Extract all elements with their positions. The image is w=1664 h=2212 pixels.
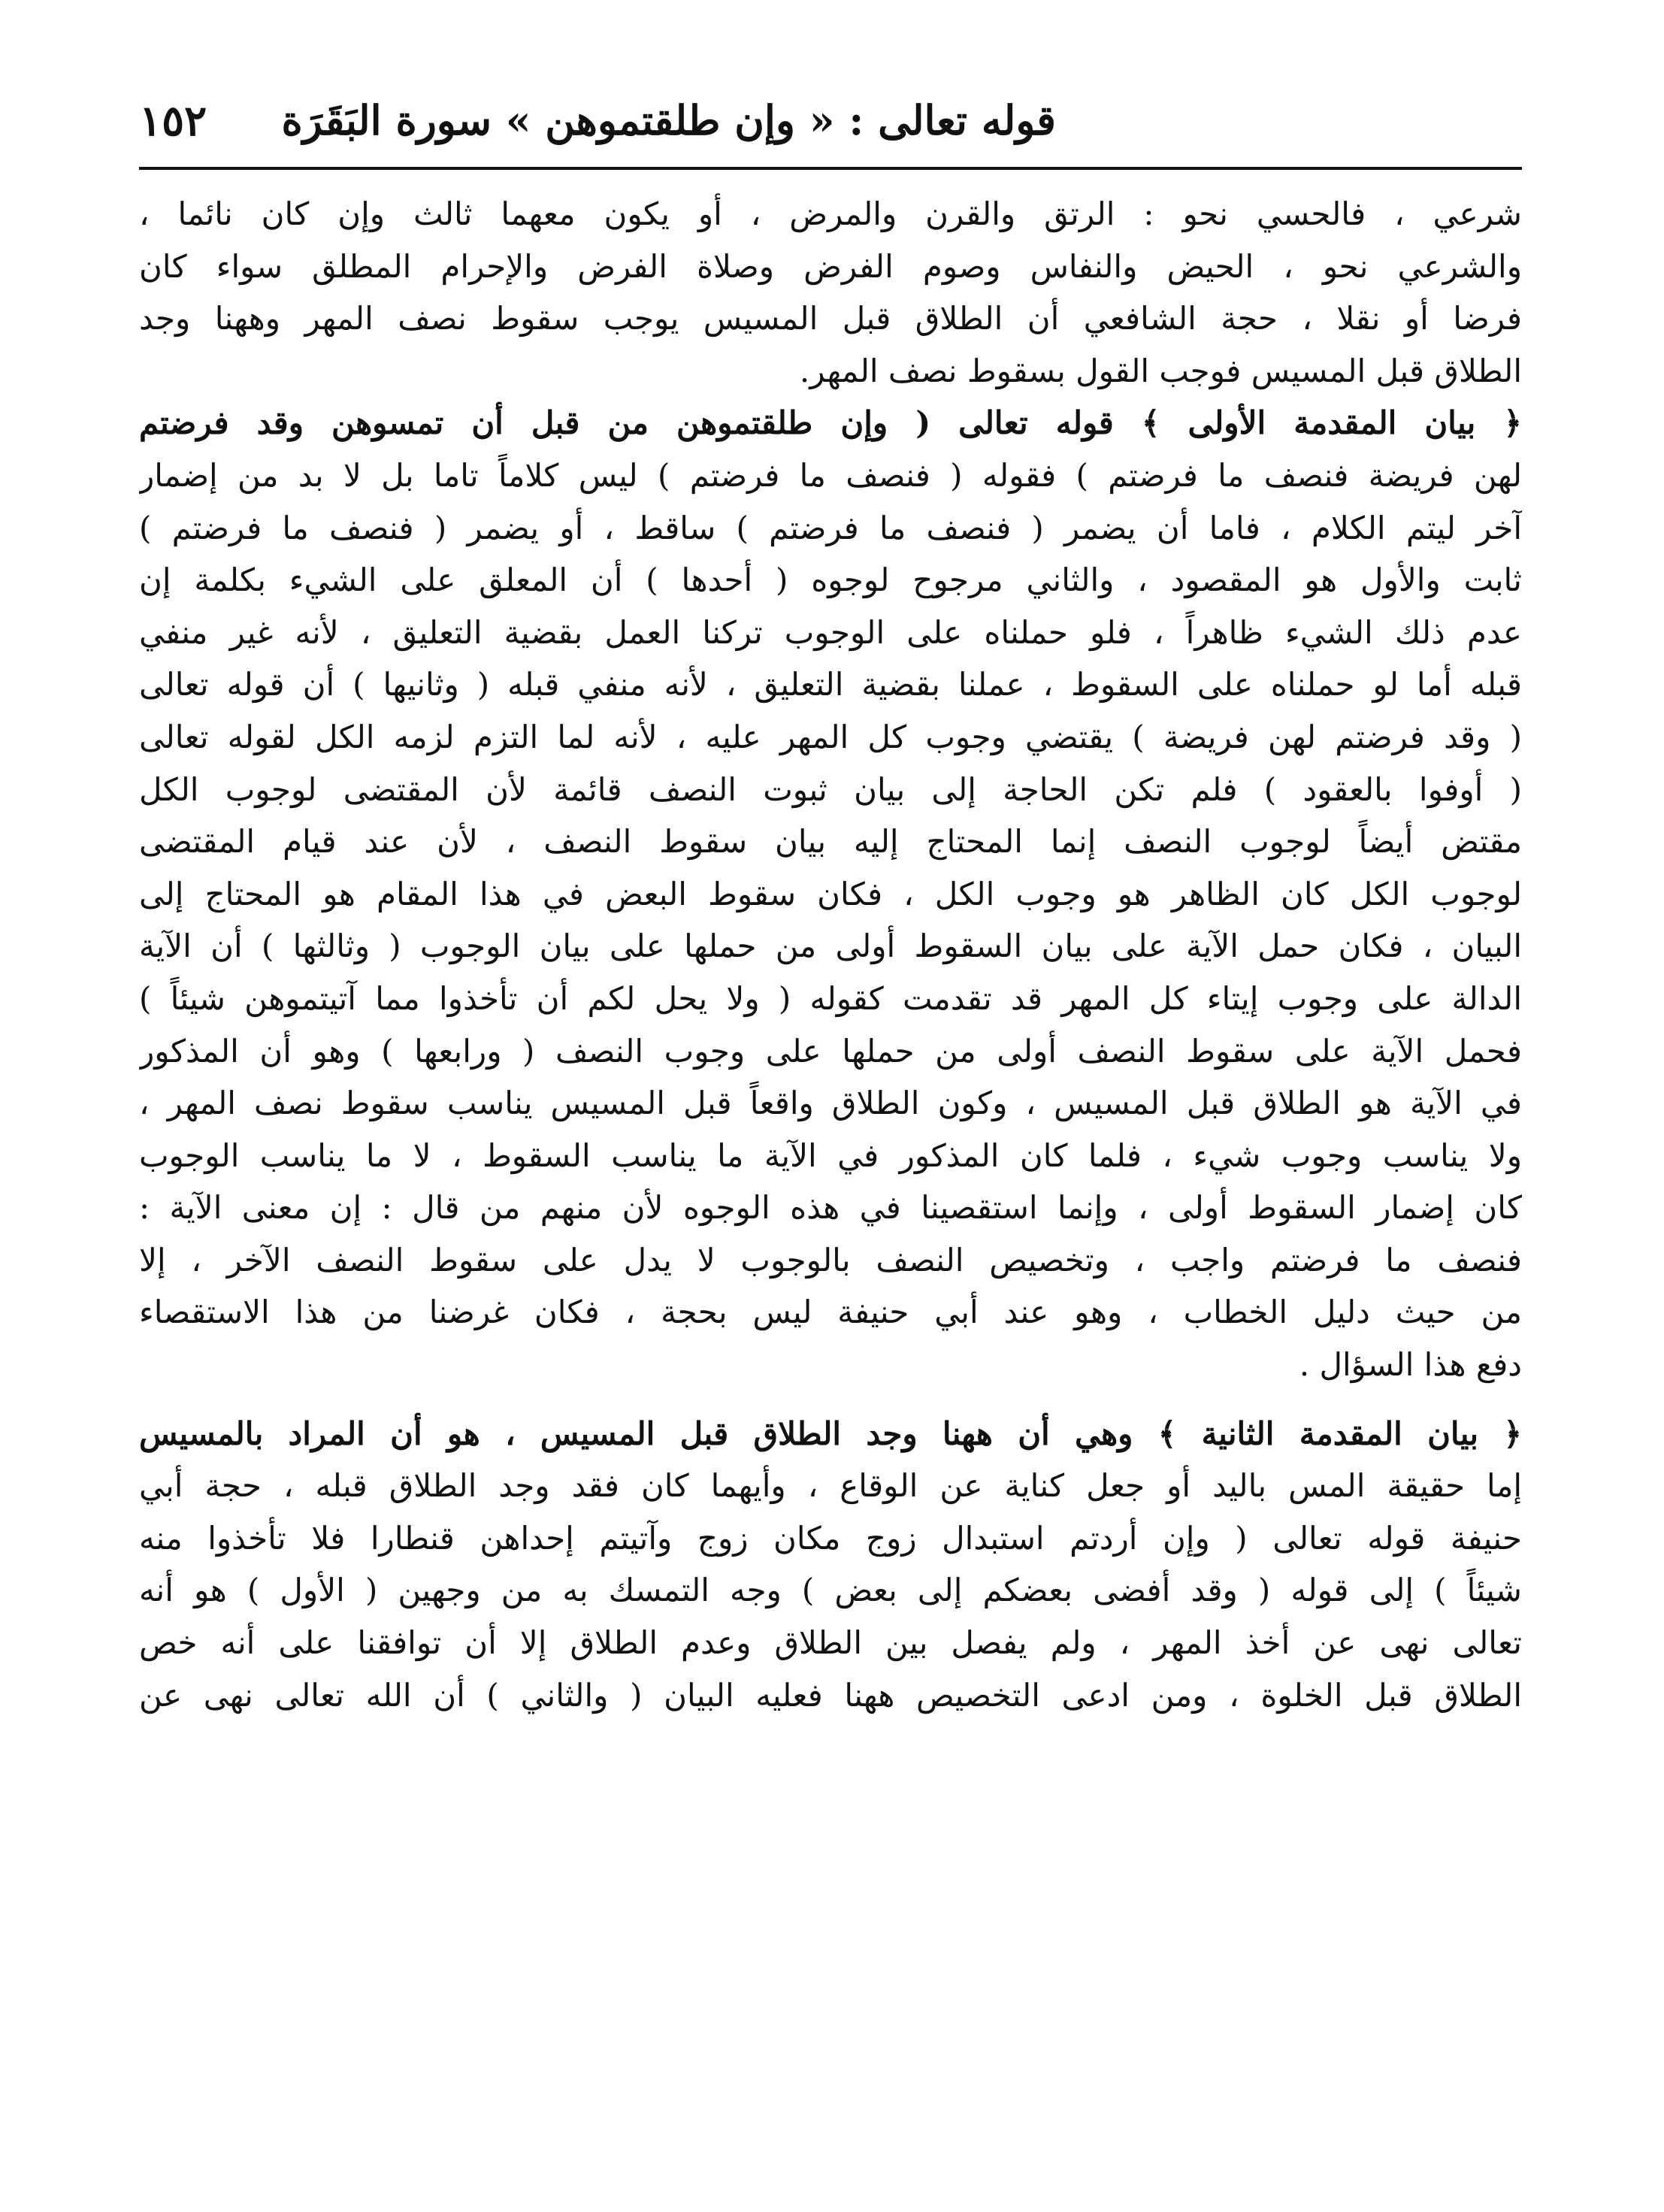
header-rule <box>139 167 1522 170</box>
text-line: شرعي ، فالحسي نحو : الرتق والقرن والمرض ، أو يكون معهما ثالث وإن كان نائما ، <box>139 195 1522 232</box>
section-heading-line: ﴿ بيان المقدمة الثانية ﴾ وهي أن ههنا وجد الطلاق قبل المسيس ، هو أن المراد بالمسيس <box>139 1415 1522 1452</box>
text-line: فنصف ما فرضتم واجب ، وتخصيص النصف بالوجوب لا يدل على سقوط النصف الآخر ، إلا <box>139 1241 1522 1278</box>
text-line: فحمل الآية على سقوط النصف أولى من حملها على وجوب النصف ( ورابعها ) وهو أن المذكور <box>139 1032 1522 1070</box>
text-line: ثابت والأول هو المقصود ، والثاني مرجوح لوجوه ( أحدها ) أن المعلق على الشيء بكلمة إن <box>139 561 1522 599</box>
text-line: دفع هذا السؤال . <box>1299 1346 1522 1384</box>
body-text <box>139 188 1522 1721</box>
text-line: عدم ذلك الشيء ظاهراً ، فلو حملناه على الوجوب تركنا العمل بقضية التعليق ، لأنه غير منفي <box>139 613 1522 651</box>
text-line: مقتض أيضاً لوجوب النصف إنما المحتاج إليه بيان سقوط النصف ، لأن عند قيام المقتضى <box>139 823 1522 861</box>
text-line: ( وقد فرضتم لهن فريضة ) يقتضي وجوب كل المهر عليه ، لأنه لما التزم لزمه الكل لقوله تعالى <box>139 718 1522 755</box>
text-line: الطلاق قبل المسيس فوجب القول بسقوط نصف المهر. <box>799 352 1522 389</box>
text-line: الدالة على وجوب إيتاء كل المهر قد تقدمت كقوله ( ولا يحل لكم أن تأخذوا مما آتيتموهن شيئاً ) <box>139 979 1522 1017</box>
text-line: من حيث دليل الخطاب ، وهو عند أبي حنيفة ليس بحجة ، فكان غرضنا من هذا الاستقصاء <box>139 1294 1522 1331</box>
text-line: والشرعي نحو ، الحيض والنفاس وصوم الفرض وصلاة الفرض والإحرام المطلق سواء كان <box>139 247 1522 285</box>
text-line: حنيفة قوله تعالى ( وإن أردتم استبدال زوج مكان زوج وآتيتم إحداهن قنطارا فلا تأخذوا منه <box>139 1519 1522 1557</box>
text-line: في الآية هو الطلاق قبل المسيس ، وكون الطلاق واقعاً قبل المسيس يناسب سقوط نصف المهر ، <box>139 1085 1522 1122</box>
running-header <box>139 89 1522 164</box>
text-line: تعالى نهى عن أخذ المهر ، ولم يفصل بين الطلاق وعدم الطلاق إلا أن توافقنا على أنه خص <box>139 1624 1522 1662</box>
text-line: لهن فريضة فنصف ما فرضتم ) فقوله ( فنصف ما فرضتم ) ليس كلاماً تاما بل لا بد من إضمار <box>139 456 1522 494</box>
text-line: الطلاق قبل الخلوة ، ومن ادعى التخصيص ههنا فعليه البيان ( والثاني ) أن الله تعالى نهى عن <box>139 1676 1522 1714</box>
text-line: آخر ليتم الكلام ، فاما أن يضمر ( فنصف ما فرضتم ) ساقط ، أو يضمر ( فنصف ما فرضتم ) <box>139 509 1522 546</box>
paragraph-1 <box>139 188 1522 397</box>
text-line: ( أوفوا بالعقود ) فلم تكن الحاجة إلى بيان ثبوت النصف قائمة لأن المقتضى لوجوب الكل <box>139 770 1522 808</box>
text-line: ولا يناسب وجوب شيء ، فلما كان المذكور في الآية ما يناسب السقوط ، لا ما يناسب الوجوب <box>139 1136 1522 1174</box>
paragraph-2 <box>139 397 1522 1390</box>
text-line: كان إضمار السقوط أولى ، وإنما استقصينا في هذه الوجوه لأن منهم من قال : إن معنى الآية : <box>139 1189 1522 1227</box>
text-line: شيئاً ) إلى قوله ( وقد أفضى بعضكم إلى بعض ) وجه التمسك به من وجهين ( الأول ) هو أنه <box>139 1572 1522 1609</box>
text-line: لوجوب الكل كان الظاهر هو وجوب الكل ، فكان سقوط البعض في هذا المقام هو المحتاج إلى <box>139 875 1522 912</box>
text-line: قبله أما لو حملناه على السقوط ، عملنا بقضية التعليق ، لأنه منفي قبله ( وثانيها ) أن قوله تعالى <box>139 666 1522 704</box>
running-header-title: قوله تعالى : « وإن طلقتموهن » سورة البَقَرَة <box>281 96 1056 144</box>
section-heading-line: ﴿ بيان المقدمة الأولى ﴾ قوله تعالى ( وإن طلقتموهن من قبل أن تمسوهن وقد فرضتم <box>139 404 1522 442</box>
paragraph-gap <box>139 1391 1522 1408</box>
text-line: البيان ، فكان حمل الآية على بيان السقوط أولى من حملها على بيان الوجوب ( وثالثها ) أن الآية <box>139 927 1522 965</box>
text-line: فرضا أو نقلا ، حجة الشافعي أن الطلاق قبل المسيس يوجب سقوط نصف المهر وههنا وجد <box>139 300 1522 337</box>
text-line: إما حقيقة المس باليد أو جعل كناية عن الوقاع ، وأيهما كان فقد وجد الطلاق قبله ، حجة أبي <box>139 1467 1522 1505</box>
page-number: ١٥٢ <box>139 96 207 146</box>
paragraph-3 <box>139 1408 1522 1722</box>
